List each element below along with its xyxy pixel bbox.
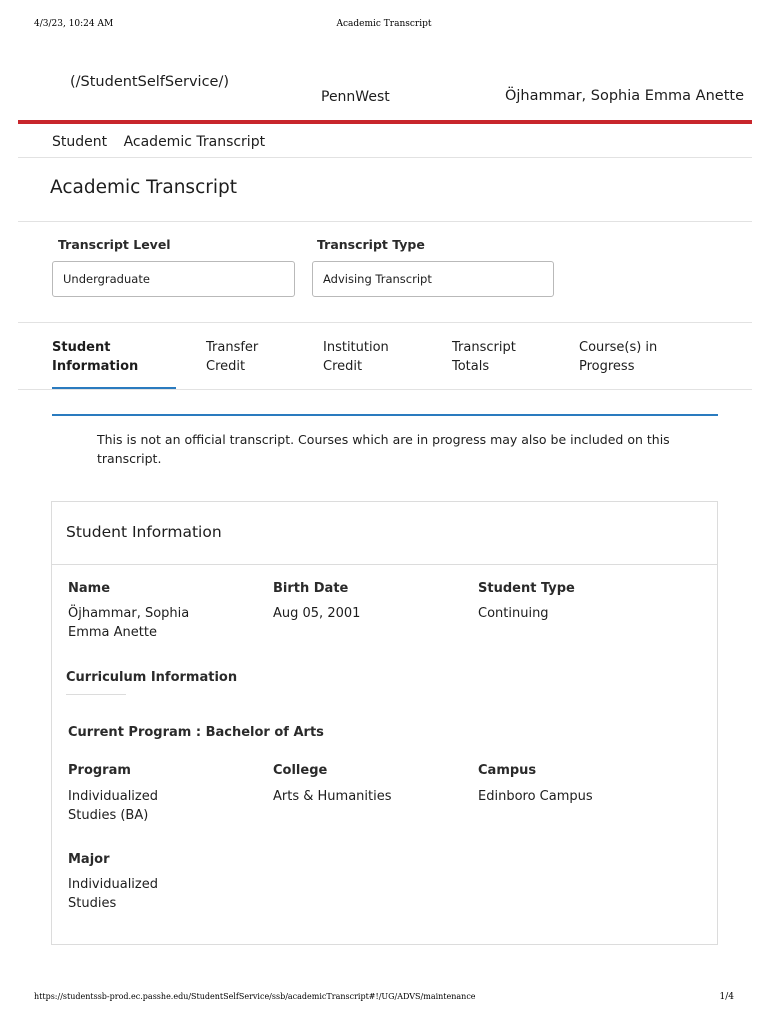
name-value: Öjhammar, Sophia Emma Anette	[68, 606, 190, 640]
current-program-heading: Current Program : Bachelor of Arts	[68, 725, 324, 740]
tab-label: Information	[52, 359, 139, 374]
print-doc-title: Academic Transcript	[336, 19, 432, 29]
institution-name: PennWest	[321, 89, 390, 105]
breadcrumb-item-student[interactable]: Student	[52, 134, 108, 150]
header-accent-bar	[18, 120, 752, 124]
transcript-level-label: Transcript Level	[58, 237, 171, 252]
name-label: Name	[68, 581, 111, 596]
transcript-type-select[interactable]: Advising Transcript	[312, 261, 554, 297]
print-datetime: 4/3/23, 10:24 AM	[34, 19, 114, 29]
card-title: Student Information	[66, 523, 222, 541]
tab-institution-credit[interactable]	[323, 338, 389, 376]
tab-label: Credit	[323, 359, 363, 374]
transcript-type-label: Transcript Type	[317, 237, 425, 252]
college-label: College	[273, 763, 328, 778]
divider	[18, 389, 752, 390]
tab-label: Transfer	[206, 340, 259, 355]
tab-transcript-totals[interactable]	[452, 338, 516, 376]
program-value: Individualized Studies (BA)	[68, 789, 158, 823]
tab-label: Totals	[452, 359, 490, 374]
divider	[18, 157, 752, 158]
curriculum-rule	[66, 694, 126, 695]
tab-label: Transcript	[452, 340, 516, 355]
birth-date-label: Birth Date	[273, 581, 349, 596]
tab-label: Course(s) in	[579, 340, 658, 355]
divider	[18, 221, 752, 222]
major-value: Individualized Studies	[68, 877, 158, 911]
tab-label: Student	[52, 340, 111, 355]
print-footer	[0, 992, 768, 1004]
campus-label: Campus	[478, 763, 537, 778]
tab-label: Institution	[323, 340, 389, 355]
tab-label: Progress	[579, 359, 635, 374]
major-label: Major	[68, 852, 110, 867]
panel-top-rule	[52, 414, 718, 416]
breadcrumb-item-academic-transcript: Academic Transcript	[123, 134, 266, 150]
divider	[18, 322, 752, 323]
page-title: Academic Transcript	[50, 177, 237, 198]
breadcrumb	[52, 134, 277, 150]
print-url: https://studentssb-prod.ec.passhe.edu/StudentSelfService/ssb/academicTranscript#!/UG/ADVS/maintenance	[34, 992, 476, 1001]
print-page-number: 1/4	[719, 992, 734, 1002]
home-link[interactable]: (/StudentSelfService/)	[70, 74, 230, 90]
tab-courses-in-progress[interactable]	[579, 338, 657, 376]
program-label: Program	[68, 763, 131, 778]
student-information-card	[51, 501, 718, 945]
user-name[interactable]: Öjhammar, Sophia Emma Anette	[504, 88, 744, 104]
birth-date-value: Aug 05, 2001	[273, 606, 361, 621]
curriculum-heading: Curriculum Information	[66, 670, 238, 685]
student-type-label: Student Type	[478, 581, 575, 596]
campus-value: Edinboro Campus	[478, 789, 593, 804]
student-type-value: Continuing	[478, 606, 549, 621]
unofficial-notice: This is not an official transcript. Courses which are in progress may also be included on this transcript.	[97, 432, 670, 466]
tab-student-information[interactable]	[52, 338, 138, 376]
college-value: Arts & Humanities	[273, 789, 392, 804]
print-header	[0, 19, 768, 31]
tab-transfer-credit[interactable]	[206, 338, 258, 376]
transcript-level-select[interactable]: Undergraduate	[52, 261, 295, 297]
card-header	[52, 502, 717, 565]
app-header	[0, 60, 768, 126]
tab-label: Credit	[206, 359, 246, 374]
